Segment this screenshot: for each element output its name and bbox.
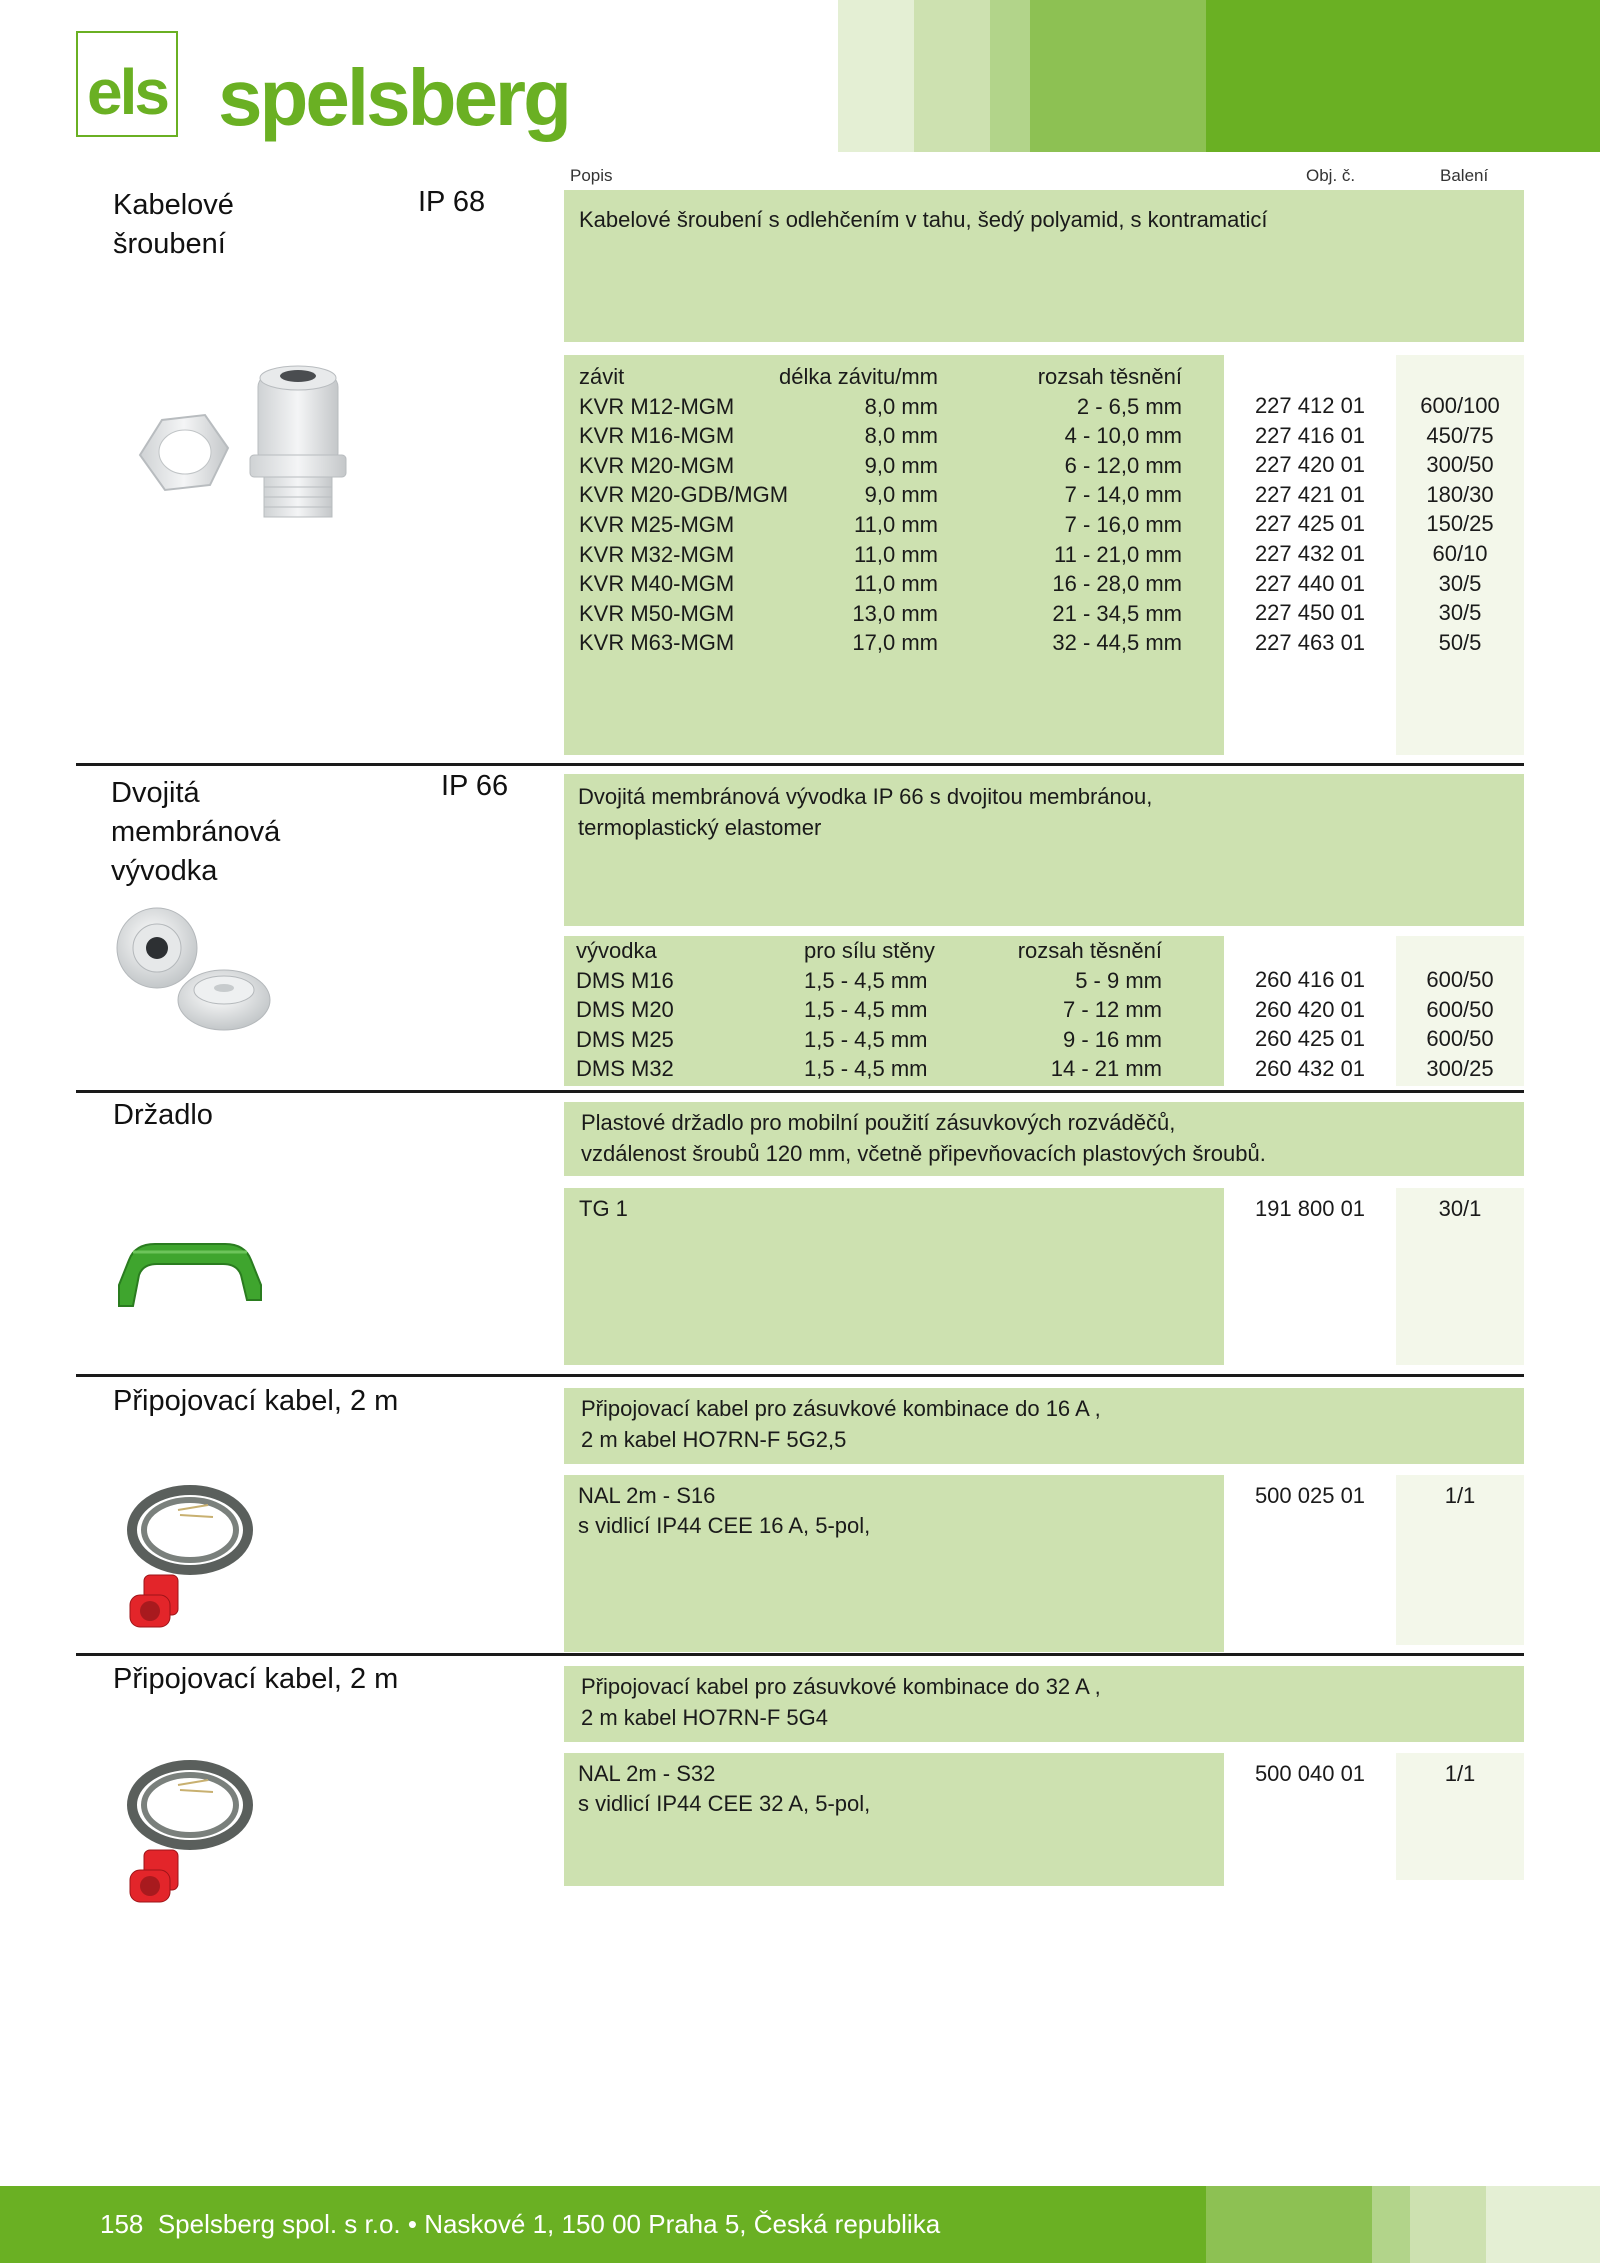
description-text: Plastové držadlo pro mobilní použití zásuvkových rozváděčů, vzdálenost šroubů 120 mm, včetně připevňovacích plastových šroubů.	[581, 1110, 1266, 1166]
spec-table	[579, 362, 1182, 658]
packaging-value: 600/50	[1426, 967, 1494, 992]
footer-band	[1206, 2186, 1372, 2263]
table-cell: 11,0 mm	[854, 571, 938, 597]
spec-panel	[564, 936, 1224, 1086]
order-no-column	[1226, 936, 1394, 1086]
table-row	[579, 599, 1182, 629]
section-divider	[76, 1653, 1524, 1656]
header-band-3	[990, 0, 1030, 152]
table-row	[576, 1054, 1162, 1084]
table-cell: 8,0 mm	[864, 393, 938, 419]
order-no-column	[1226, 1188, 1394, 1365]
table-cell: 6 - 12,0 mm	[1064, 452, 1182, 478]
order-no: 227 450 01	[1254, 600, 1366, 626]
table-row	[576, 1025, 1162, 1055]
packaging-column	[1396, 1188, 1524, 1365]
order-no: 500 040 01	[1254, 1761, 1366, 1786]
column-head-description: Popis	[570, 166, 613, 185]
section-title: Držadlo	[113, 1099, 213, 1131]
item-name: NAL 2m - S32 s vidlicí IP44 CEE 32 A, 5-pol,	[578, 1761, 871, 1816]
table-cell: KVR M20-MGM	[579, 452, 735, 478]
company-address: Spelsberg spol. s r.o. • Naskové 1, 150 00 Praha 5, Česká republika	[157, 2209, 941, 2239]
table-cell: DMS M16	[576, 967, 674, 993]
table-cell: KVR M25-MGM	[579, 511, 735, 537]
cable-gland-image	[130, 360, 370, 530]
ip-rating: IP 68	[418, 186, 486, 218]
table-cell: 1,5 - 4,5 mm	[804, 997, 928, 1023]
order-no-column	[1226, 1753, 1394, 1886]
section-title: Dvojitá membránová vývodka	[111, 777, 281, 887]
table-cell: 13,0 mm	[852, 600, 938, 626]
spec-panel	[564, 1188, 1224, 1365]
table-cell: 14 - 21 mm	[1050, 1056, 1162, 1082]
table-header-row	[576, 936, 1162, 966]
table-header: pro sílu stěny	[804, 938, 935, 963]
footer-band	[1372, 2186, 1410, 2263]
table-cell: 4 - 10,0 mm	[1064, 423, 1182, 449]
order-no: 260 432 01	[1254, 1055, 1366, 1081]
description-text: Kabelové šroubení s odlehčením v tahu, šedý polyamid, s kontramaticí	[579, 207, 1268, 232]
spec-panel	[564, 1475, 1224, 1652]
table-cell: 8,0 mm	[864, 423, 938, 449]
order-no: 227 412 01	[1254, 393, 1366, 418]
logo-mark: els	[87, 56, 167, 128]
table-cell: KVR M63-MGM	[579, 630, 735, 656]
description-text: Dvojitá membránová vývodka IP 66 s dvojitou membránou, termoplastický elastomer	[578, 784, 1153, 840]
header-band-1	[838, 0, 914, 152]
cable-16a-image	[118, 1465, 268, 1635]
packaging-value: 600/50	[1426, 996, 1494, 1022]
table-cell: 32 - 44,5 mm	[1052, 630, 1182, 656]
header-band-5	[1206, 0, 1600, 152]
packaging-value: 30/5	[1438, 570, 1482, 596]
table-cell: 9 - 16 mm	[1062, 1026, 1162, 1052]
table-header-row	[579, 362, 1182, 392]
table-cell: DMS M25	[576, 1026, 674, 1052]
table-cell: 21 - 34,5 mm	[1052, 600, 1182, 626]
table-cell: KVR M32-MGM	[579, 541, 735, 567]
spec-panel	[564, 1753, 1224, 1886]
order-no: 227 463 01	[1254, 629, 1366, 655]
column-head-packaging: Balení	[1440, 166, 1489, 185]
description-panel	[564, 1102, 1524, 1176]
packaging-column	[1396, 1753, 1524, 1880]
order-no: 227 420 01	[1254, 452, 1366, 478]
table-cell: 1,5 - 4,5 mm	[804, 1056, 928, 1082]
section-title: Připojovací kabel, 2 m	[113, 1385, 399, 1417]
packaging-value: 50/5	[1438, 629, 1482, 655]
packaging-column	[1396, 936, 1524, 1086]
table-row	[579, 628, 1182, 658]
description-text: Připojovací kabel pro zásuvkové kombinace do 16 A , 2 m kabel HO7RN-F 5G2,5	[581, 1396, 1101, 1452]
packaging-value: 1/1	[1444, 1761, 1476, 1786]
header-band-4	[1030, 0, 1206, 152]
order-no-column	[1226, 1475, 1394, 1652]
packaging-value: 30/5	[1438, 600, 1482, 626]
order-no: 191 800 01	[1254, 1196, 1366, 1221]
item-name: NAL 2m - S16 s vidlicí IP44 CEE 16 A, 5-pol,	[578, 1483, 871, 1538]
table-cell: KVR M12-MGM	[579, 393, 735, 419]
order-no-column	[1226, 355, 1394, 755]
packaging-value: 450/75	[1426, 422, 1494, 448]
description-panel	[564, 190, 1524, 342]
table-row	[579, 510, 1182, 540]
order-no: 260 416 01	[1254, 967, 1366, 992]
table-header: délka závitu/mm	[779, 364, 938, 389]
table-cell: 9,0 mm	[864, 452, 938, 478]
table-cell: 2 - 6,5 mm	[1076, 393, 1182, 419]
table-cell: 16 - 28,0 mm	[1052, 571, 1182, 597]
packaging-value: 600/50	[1426, 1026, 1494, 1052]
order-no: 227 440 01	[1254, 570, 1366, 596]
order-no: 227 416 01	[1254, 422, 1366, 448]
table-cell: 5 - 9 mm	[1075, 967, 1162, 993]
table-row	[579, 540, 1182, 570]
description-panel	[564, 1388, 1524, 1464]
handle-image	[115, 1230, 265, 1315]
spec-panel	[564, 355, 1224, 755]
packaging-column	[1396, 1475, 1524, 1645]
order-no: 260 425 01	[1254, 1026, 1366, 1052]
order-no: 260 420 01	[1254, 996, 1366, 1022]
membrane-grommet-image	[112, 900, 282, 1040]
header-band-2	[914, 0, 990, 152]
description-panel	[564, 774, 1524, 926]
packaging-value: 30/1	[1438, 1196, 1482, 1221]
section-divider	[76, 1374, 1524, 1377]
section-divider	[76, 763, 1524, 766]
packaging-value: 1/1	[1444, 1483, 1476, 1508]
table-cell: 11,0 mm	[854, 541, 938, 567]
section-divider	[76, 1090, 1524, 1093]
description-text: Připojovací kabel pro zásuvkové kombinace do 32 A , 2 m kabel HO7RN-F 5G4	[581, 1674, 1101, 1730]
table-header: vývodka	[576, 938, 657, 963]
packaging-value: 300/50	[1426, 452, 1494, 478]
order-no: 227 421 01	[1254, 481, 1366, 507]
section-title: Kabelové šroubení	[113, 189, 234, 260]
table-cell: KVR M40-MGM	[579, 571, 735, 597]
table-header: rozsah těsnění	[1037, 364, 1182, 389]
table-cell: 7 - 14,0 mm	[1064, 482, 1182, 508]
spec-table	[576, 936, 1162, 1084]
table-cell: DMS M32	[576, 1056, 674, 1082]
packaging-value: 180/30	[1426, 481, 1494, 507]
item-name: TG 1	[579, 1196, 628, 1221]
table-cell: 11,0 mm	[854, 511, 938, 537]
table-cell: 1,5 - 4,5 mm	[804, 967, 928, 993]
footer-band	[1410, 2186, 1486, 2263]
table-cell: 7 - 16,0 mm	[1064, 511, 1182, 537]
table-cell: 7 - 12 mm	[1062, 997, 1162, 1023]
table-cell: KVR M50-MGM	[579, 600, 735, 626]
table-row	[579, 392, 1182, 422]
table-cell: KVR M20-GDB/MGM	[579, 482, 789, 508]
cable-32a-image	[118, 1740, 268, 1910]
description-panel	[564, 1666, 1524, 1742]
order-no: 227 425 01	[1254, 511, 1366, 537]
order-no: 227 432 01	[1254, 540, 1366, 566]
packaging-value: 60/10	[1432, 540, 1488, 566]
logo-wordmark: spelsberg	[218, 53, 569, 142]
table-cell: 17,0 mm	[852, 630, 938, 656]
table-row	[579, 569, 1182, 599]
table-row	[579, 480, 1182, 510]
order-no: 500 025 01	[1254, 1483, 1366, 1508]
page-number: 158	[100, 2209, 144, 2239]
packaging-value: 600/100	[1420, 393, 1500, 418]
footer-band	[1486, 2186, 1600, 2263]
table-row	[579, 451, 1182, 481]
packaging-value: 300/25	[1426, 1055, 1494, 1081]
packaging-value: 150/25	[1426, 511, 1494, 537]
footer-text	[100, 2209, 940, 2240]
table-cell: 1,5 - 4,5 mm	[804, 1026, 928, 1052]
table-header: rozsah těsnění	[1017, 938, 1162, 963]
table-row	[579, 421, 1182, 451]
table-cell: KVR M16-MGM	[579, 423, 735, 449]
table-header: závit	[579, 364, 625, 389]
table-row	[576, 966, 1162, 996]
table-row	[576, 995, 1162, 1025]
table-cell: 9,0 mm	[864, 482, 938, 508]
table-cell: DMS M20	[576, 997, 674, 1023]
section-title: Připojovací kabel, 2 m	[113, 1663, 399, 1695]
packaging-column	[1396, 355, 1524, 755]
ip-rating: IP 66	[441, 770, 509, 802]
column-head-order-no: Obj. č.	[1306, 166, 1356, 185]
table-cell: 11 - 21,0 mm	[1054, 541, 1182, 567]
